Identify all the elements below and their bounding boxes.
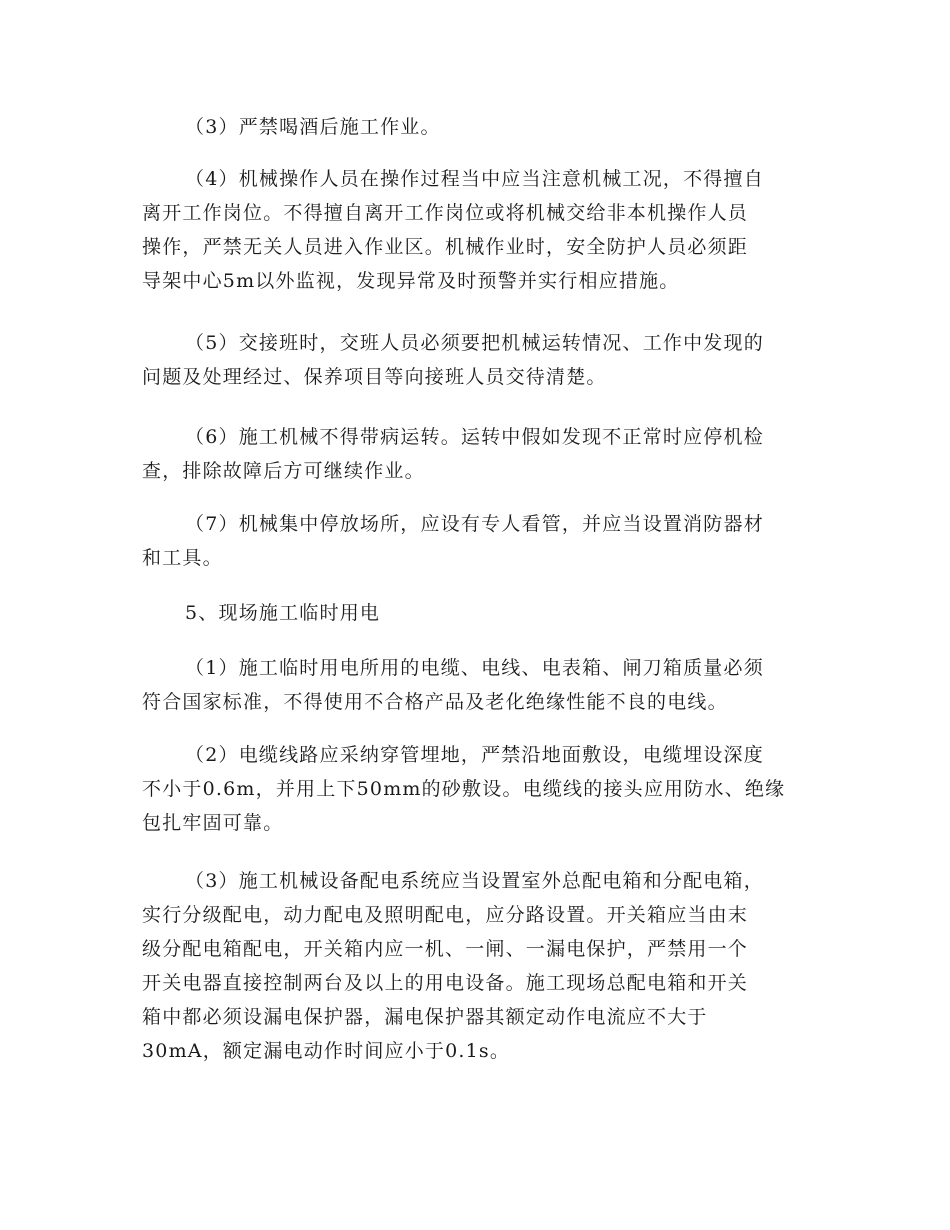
text-line: 包扎牢固可靠。 xyxy=(142,812,284,834)
text-line: 操作，严禁无关人员进入作业区。机械作业时，安全防护人员必须距 xyxy=(142,236,749,258)
text-line: （1）施工临时用电所用的电缆、电线、电表箱、闸刀箱质量必须 xyxy=(185,657,764,679)
text-line: 和工具。 xyxy=(142,547,223,569)
text-line: （3）施工机械设备配电系统应当设置室外总配电箱和分配电箱， xyxy=(185,870,764,892)
text-line: 不小于0.6m，并用上下50mm的砂敷设。电缆线的接头应用防水、绝缘 xyxy=(142,778,786,800)
paragraph-5-shift-handover xyxy=(142,326,812,394)
paragraph-3-no-drinking xyxy=(142,110,812,144)
text-line: 导架中心5m以外监视，发现异常及时预警并实行相应措施。 xyxy=(142,270,680,292)
text-line: 离开工作岗位。不得擅自离开工作岗位或将机械交给非本机操作人员 xyxy=(142,202,749,224)
text-line: 30mA，额定漏电动作时间应小于0.1s。 xyxy=(142,1040,511,1062)
text-line: （5）交接班时，交班人员必须要把机械运转情况、工作中发现的 xyxy=(185,332,764,354)
text-line: （6）施工机械不得带病运转。运转中假如发现不正常时应停机检 xyxy=(185,426,764,448)
text-line: 开关电器直接控制两台及以上的用电设备。施工现场总配电箱和开关 xyxy=(142,972,749,994)
text-line: 级分配电箱配电，开关箱内应一机、一闸、一漏电保护，严禁用一个 xyxy=(142,938,749,960)
section-heading-text: 5、现场施工临时用电 xyxy=(185,602,381,624)
text-line: （7）机械集中停放场所，应设有专人看管，并应当设置消防器材 xyxy=(185,513,764,535)
paragraph-4-machine-operators xyxy=(142,162,812,298)
paragraph-2-cable-routing xyxy=(142,738,812,840)
text-line: 查，排除故障后方可继续作业。 xyxy=(142,460,425,482)
text-line: （3）严禁喝酒后施工作业。 xyxy=(185,116,441,138)
text-line: 箱中都必须设漏电保护器，漏电保护器其额定动作电流应不大于 xyxy=(142,1006,708,1028)
paragraph-6-no-faulty-operation xyxy=(142,420,812,488)
text-line: （2）电缆线路应采纳穿管埋地，严禁沿地面敷设，电缆埋设深度 xyxy=(185,744,764,766)
text-line: 符合国家标准，不得使用不合格产品及老化绝缘性能不良的电线。 xyxy=(142,691,728,713)
paragraph-7-machine-parking xyxy=(142,507,812,575)
text-line: 实行分级配电，动力配电及照明配电，应分路设置。开关箱应当由末 xyxy=(142,904,749,926)
text-line: （4）机械操作人员在操作过程当中应当注意机械工况，不得擅自 xyxy=(185,168,764,190)
section-heading-temporary-power xyxy=(142,596,812,630)
paragraph-3-distribution-system xyxy=(142,864,812,1068)
text-line: 问题及处理经过、保养项目等向接班人员交待清楚。 xyxy=(142,366,607,388)
paragraph-1-cables-standards xyxy=(142,651,812,719)
